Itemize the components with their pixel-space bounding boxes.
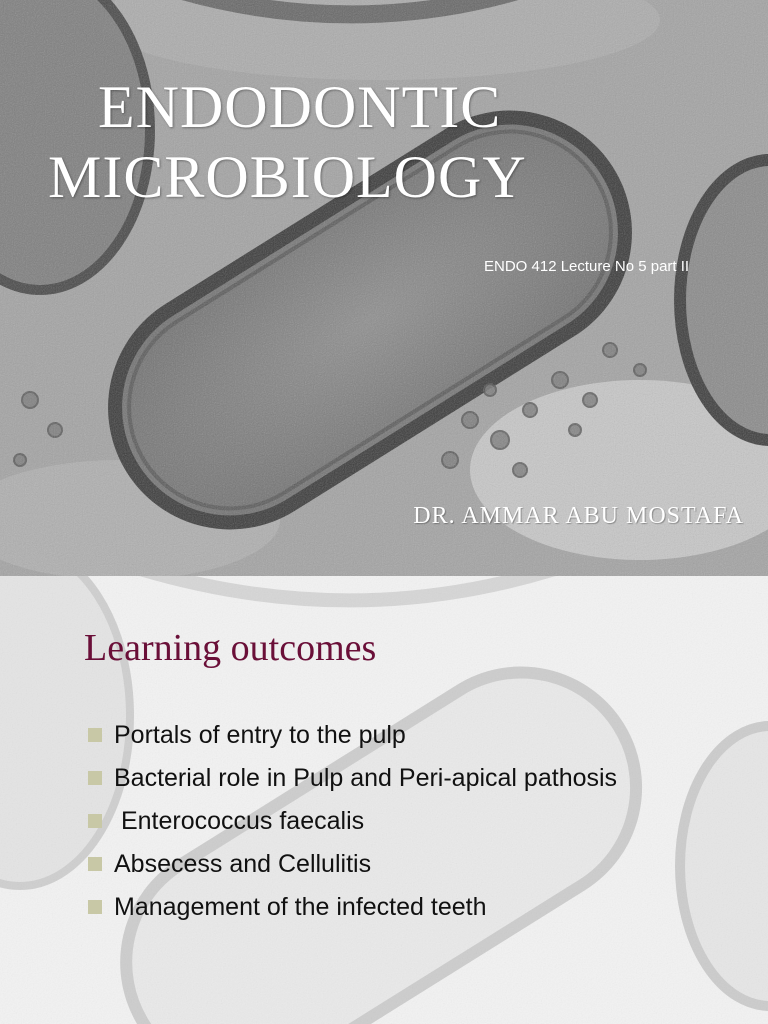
list-item	[88, 800, 617, 843]
lecture-subtitle: ENDO 412 Lecture No 5 part II	[484, 258, 690, 275]
author-name: DR. AMMAR ABU MOSTAFA	[413, 503, 744, 529]
square-bullet-icon	[88, 900, 102, 914]
list-item-text: Bacterial role in Pulp and Peri-apical pathosis	[114, 764, 618, 792]
list-item	[88, 757, 617, 800]
slide-title: Learning outcomes	[84, 627, 377, 669]
learning-outcomes-slide	[0, 576, 768, 1024]
list-item-text: Portals of entry to the pulp	[114, 721, 406, 749]
list-item	[88, 714, 617, 757]
list-item	[88, 843, 617, 886]
list-item-text: Management of the infected teeth	[114, 893, 487, 921]
square-bullet-icon	[88, 771, 102, 785]
list-item-text: Enterococcus faecalis	[114, 807, 365, 835]
square-bullet-icon	[88, 814, 102, 828]
list-item	[88, 886, 617, 929]
square-bullet-icon	[88, 728, 102, 742]
slide-title	[48, 72, 668, 212]
square-bullet-icon	[88, 857, 102, 871]
outcomes-list	[88, 714, 617, 929]
list-item-text: Absecess and Cellulitis	[114, 850, 372, 878]
title-line-1: ENDODONTIC	[98, 74, 502, 140]
title-line-2: MICROBIOLOGY	[48, 144, 527, 210]
